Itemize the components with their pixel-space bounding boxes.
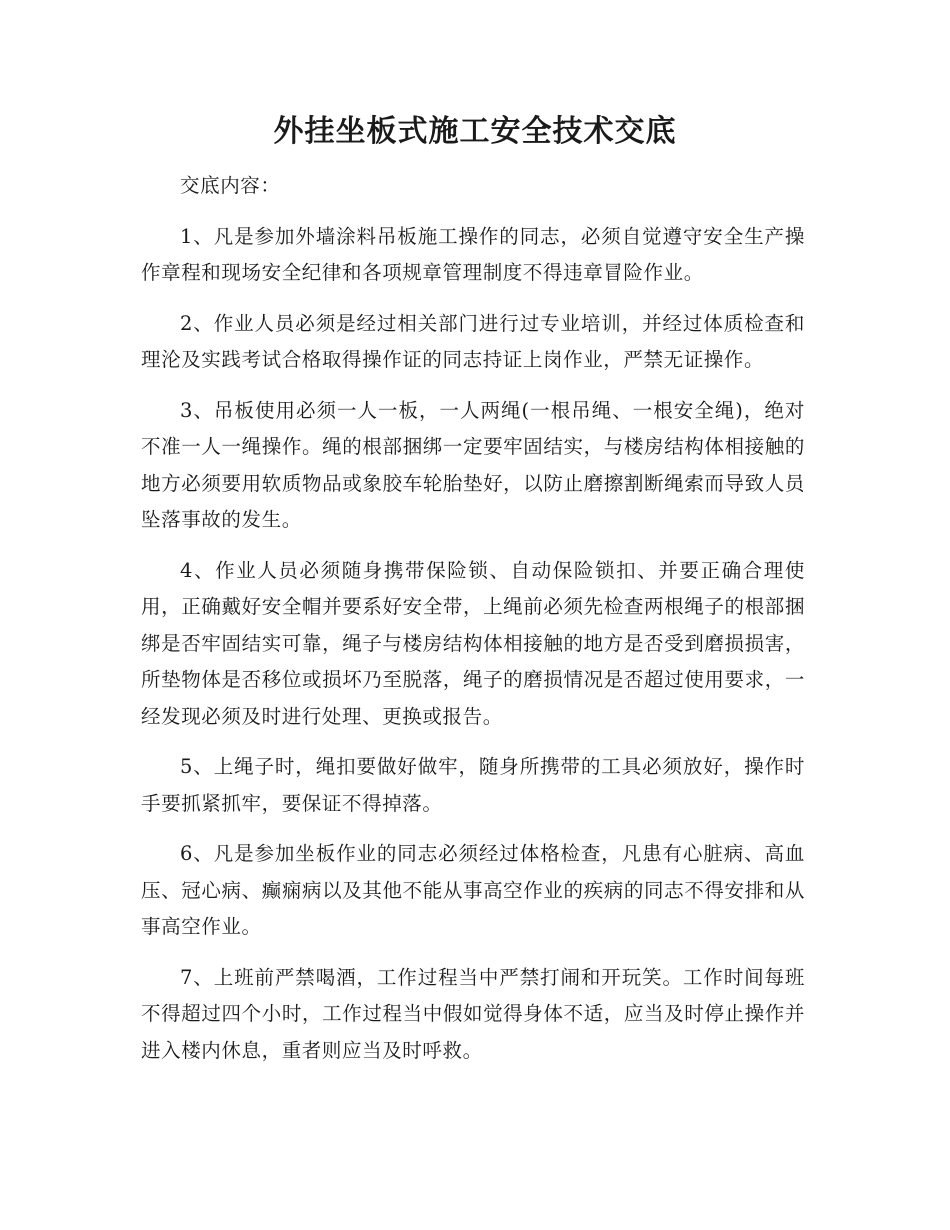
- document-body: [141, 168, 805, 1083]
- item-paragraph-6: 6、凡是参加坐板作业的同志必须经过体格检查，凡患有心脏病、高血压、冠心病、癫痫病以及其他不能从事高空作业的疾病的同志不得安排和从事高空作业。: [141, 842, 805, 938]
- item-paragraph-5: 5、上绳子时，绳扣要做好做牢，随身所携带的工具必须放好，操作时手要抓紧抓牢，要保证不得掉落。: [141, 755, 805, 815]
- item-paragraph-4: 4、作业人员必须随身携带保险锁、自动保险锁扣、并要正确合理使用，正确戴好安全帽并要系好安全带，上绳前必须先检查两根绳子的根部捆绑是否牢固结实可靠，绳子与楼房结构体相接触的地方是否受到磨损损害，所垫物体是否移位或损坏乃至脱落，绳子的磨损情况是否超过使用要求，一经发现必须及时进行处理、更换或报告。: [141, 558, 805, 728]
- item-paragraph-1: 1、凡是参加外墙涂料吊板施工操作的同志，必须自觉遵守安全生产操作章程和现场安全纪律和各项规章管理制度不得违章冒险作业。: [141, 224, 805, 284]
- item-paragraph-3: 3、吊板使用必须一人一板，一人两绳(一根吊绳、一根安全绳)，绝对不准一人一绳操作。绳的根部捆绑一定要牢固结实，与楼房结构体相接触的地方必须要用软质物品或象胶车轮胎垫好，以防止磨擦割断绳索而导致人员坠落事故的发生。: [141, 398, 805, 531]
- intro-paragraph: 交底内容：: [180, 174, 281, 197]
- item-paragraph-7: 7、上班前严禁喝酒，工作过程当中严禁打闹和开玩笑。工作时间每班不得超过四个小时，工作过程当中假如觉得身体不适，应当及时停止操作并进入楼内休息，重者则应当及时呼救。: [141, 965, 805, 1062]
- document-title: 外挂坐板式施工安全技术交底: [273, 114, 677, 149]
- item-paragraph-2: 2、作业人员必须是经过相关部门进行过专业培训，并经过体质检查和理沦及实践考试合格取得操作证的同志持证上岗作业，严禁无证操作。: [141, 311, 805, 371]
